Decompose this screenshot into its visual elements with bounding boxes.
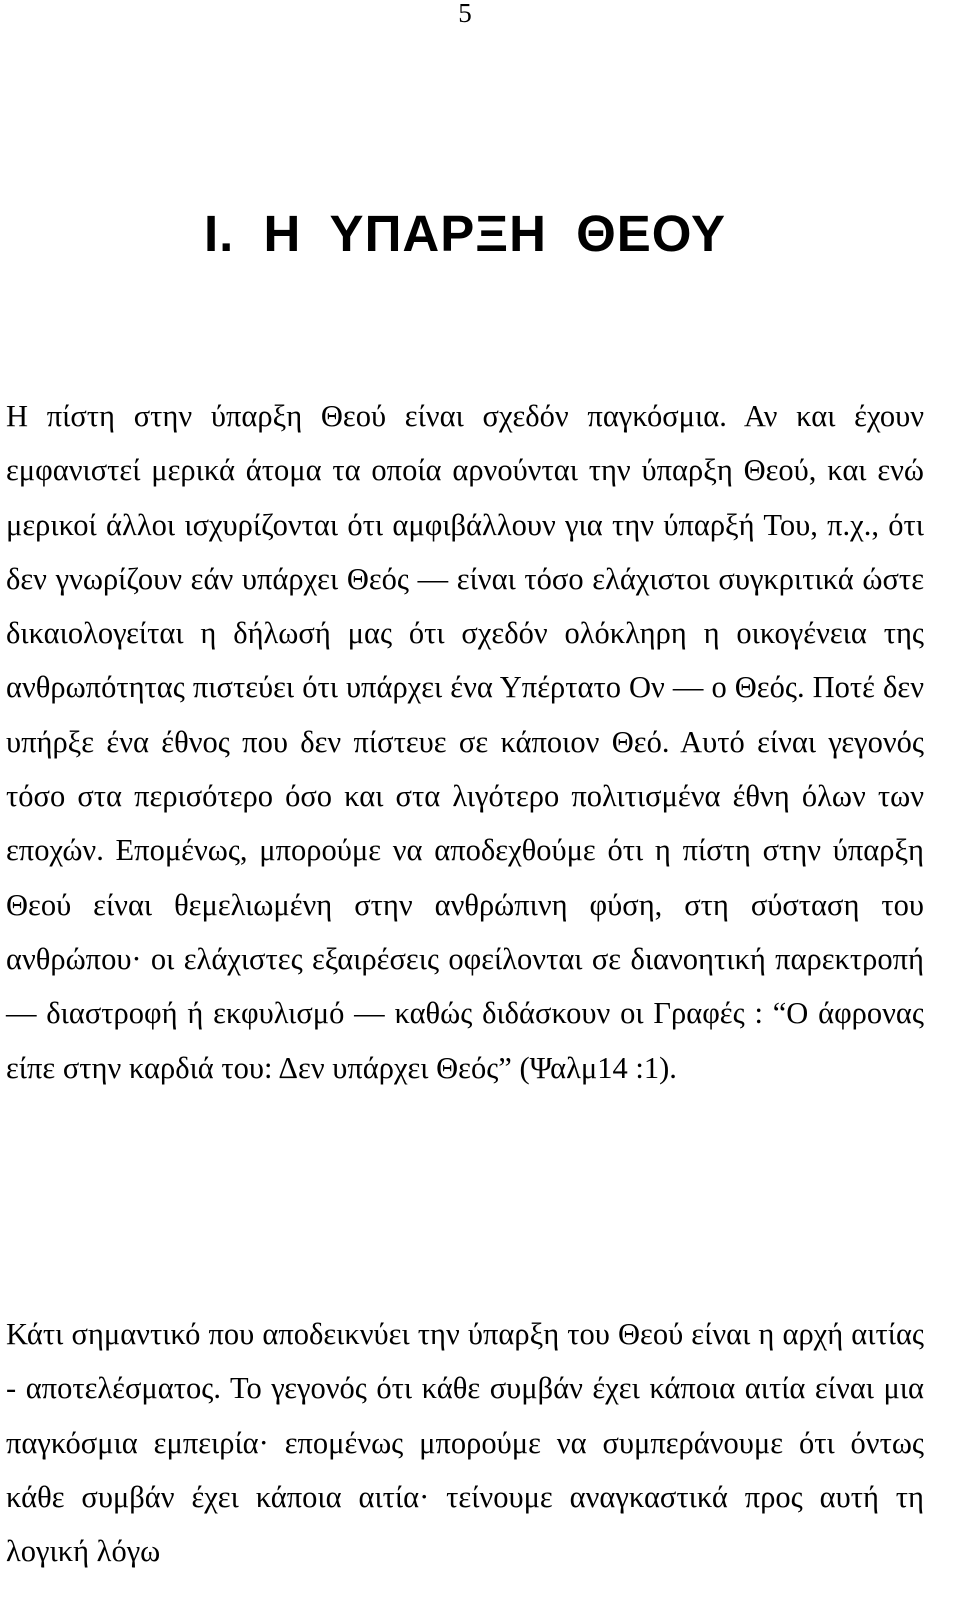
page-number: 5 [458, 0, 472, 28]
body-paragraph-2: Κάτι σημαντικό που αποδεικνύει την ύπαρξη του Θεού είναι η αρχή αιτίας - αποτελέσματος. Το γεγονός ότι κάθε συμβάν έχει κάποια αιτία είναι μια παγκόσμια εμπειρία· επομένως μπορούμε να συμπεράνουμε ότι όντως κάθε συμβάν έχει κάποια αιτία· τείνουμε αναγκαστικά προς αυτή τη λογική λόγω [6, 1317, 924, 1569]
chapter-title: Ι. Η ΥΠΑΡΞΗ ΘΕΟΥ [203, 205, 727, 262]
body-paragraph-1: Η πίστη στην ύπαρξη Θεού είναι σχεδόν παγκόσμια. Αν και έχουν εμφανιστεί μερικά άτομα τα οποία αρνούνται την ύπαρξη Θεού, και ενώ μερικοί άλλοι ισχυρίζονται ότι αμφιβάλλουν για την ύπαρξή Του, π.χ., ότι δεν γνωρίζουν εάν υπάρχει Θεός — είναι τόσο ελάχιστοι συγκριτικά ώστε δικαιολογείται η δήλωσή μας ότι σχεδόν ολόκληρη η οικογένεια της ανθρωπότητας πιστεύει ότι υπάρχει ένα Υπέρτατο Ον — ο Θεός. Ποτέ δεν υπήρξε ένα έθνος που δεν πίστευε σε κάποιον Θεό. Αυτό είναι γεγονός τόσο στα περισότερο όσο και στα λιγότερο πολιτισμένα έθνη όλων των εποχών. Επομένως, μπορούμε να αποδεχθούμε ότι η πίστη στην ύπαρξη Θεού είναι θεμελιωμένη στην ανθρώπινη φύση, στη σύσταση του ανθρώπου· οι ελάχιστες εξαιρέσεις οφείλονται σε διανοητική παρεκτροπή — διαστροφή ή εκφυλισμό — καθώς διδάσκουν οι Γραφές : “Ο άφρονας είπε στην καρδιά του: Δεν υπάρχει Θεός” (Ψαλμ14 :1). [6, 399, 924, 1085]
